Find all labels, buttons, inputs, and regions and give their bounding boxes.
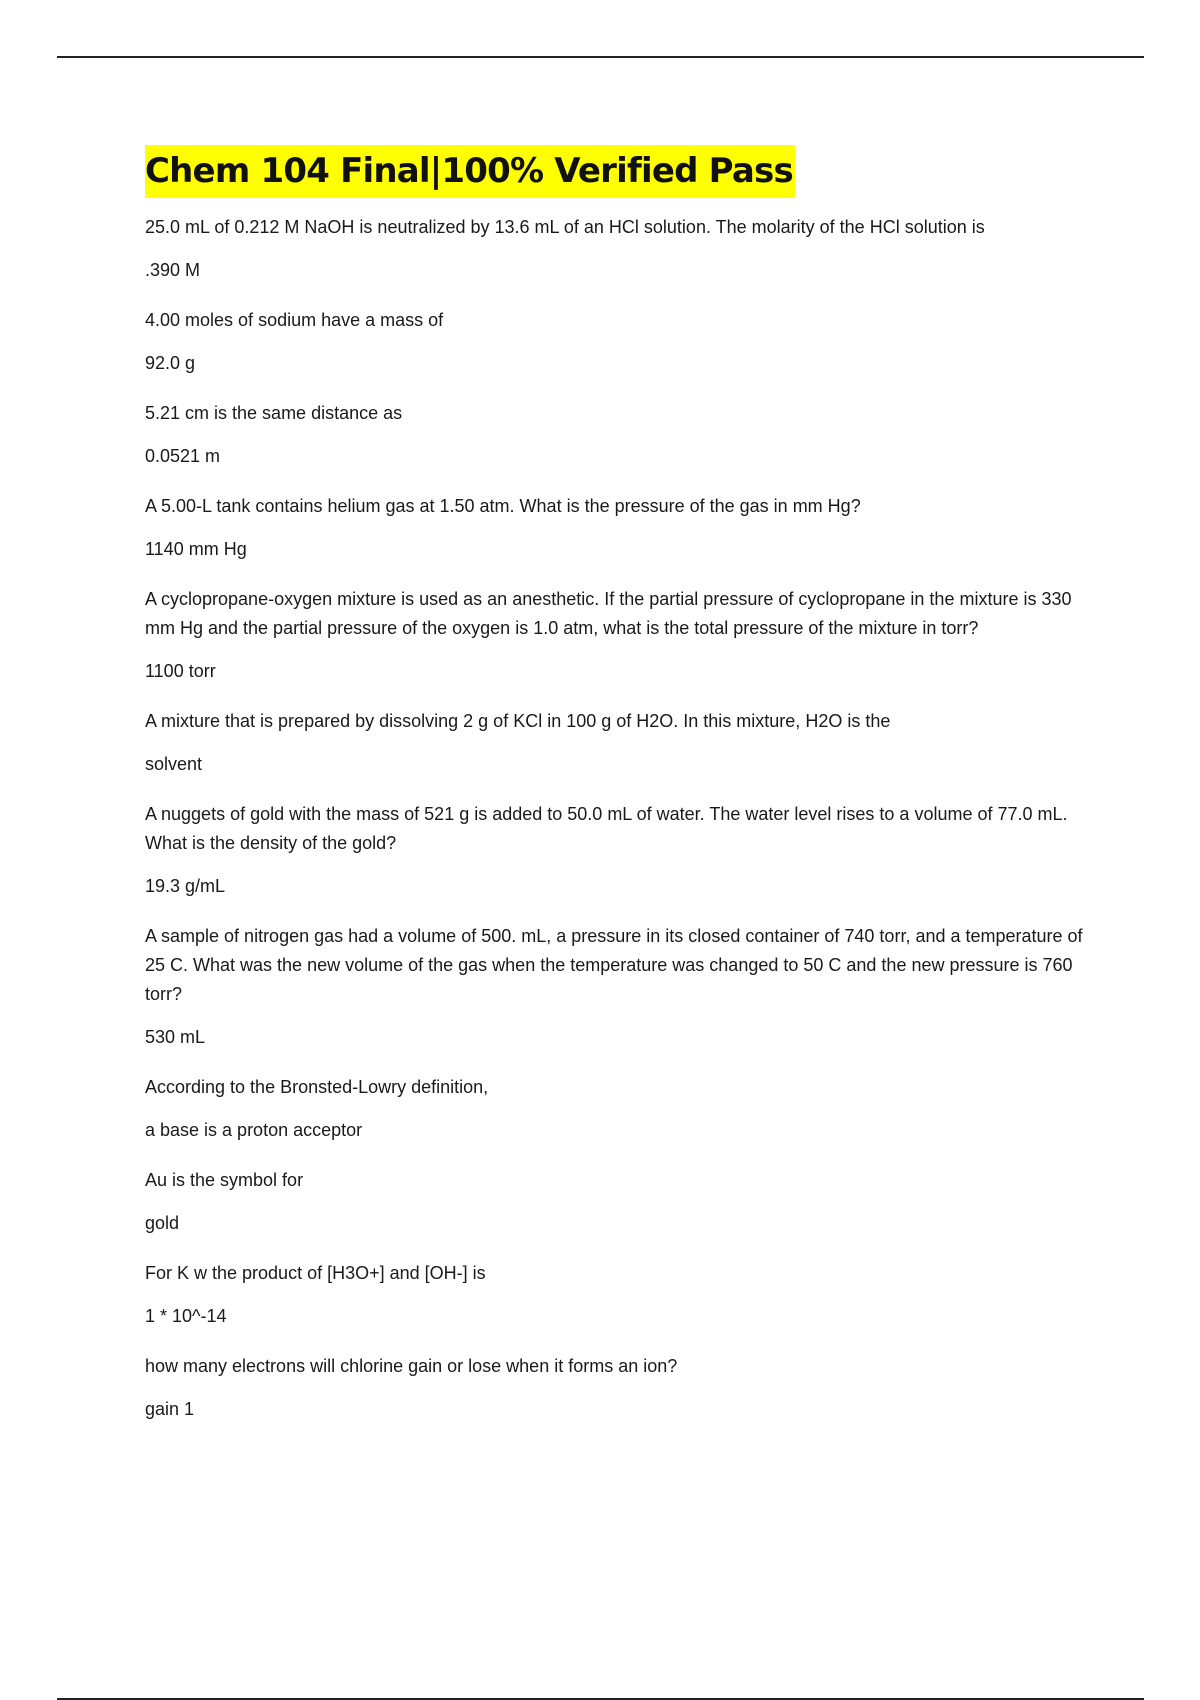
answer: 92.0 g (145, 353, 196, 373)
question: 4.00 moles of sodium have a mass of (145, 310, 444, 330)
answer: solvent (145, 754, 203, 774)
answer: 1100 torr (145, 661, 216, 681)
question: For K w the product of [H3O+] and [OH-] is (145, 1263, 486, 1283)
qa-item (145, 793, 1090, 901)
header-rule (57, 56, 1144, 58)
answer: gain 1 (145, 1399, 195, 1419)
answer: 1 * 10^-14 (145, 1306, 227, 1326)
qa-item (145, 700, 1090, 779)
question: A nuggets of gold with the mass of 521 g is added to 50.0 mL of water. The water level rises to a volume of 77.0 mL. What is the density of the gold? (145, 804, 1068, 853)
question: Au is the symbol for (145, 1170, 304, 1190)
answer: 0.0521 m (145, 446, 221, 466)
question: 5.21 cm is the same distance as (145, 403, 403, 423)
question: 25.0 mL of 0.212 M NaOH is neutralized by 13.6 mL of an HCl solution. The molarity of the HCl solution is (145, 217, 985, 237)
qa-item (145, 578, 1090, 686)
question: A mixture that is prepared by dissolving 2 g of KCl in 100 g of H2O. In this mixture, H2O is the (145, 711, 891, 731)
answer: 1140 mm Hg (145, 539, 247, 559)
qa-item (145, 299, 1090, 378)
question: A 5.00-L tank contains helium gas at 1.50 atm. What is the pressure of the gas in mm Hg? (145, 496, 861, 516)
qa-item (145, 206, 1090, 285)
qa-item (145, 1252, 1090, 1331)
answer: 19.3 g/mL (145, 876, 226, 896)
qa-item (145, 392, 1090, 471)
question: A cyclopropane-oxygen mixture is used as an anesthetic. If the partial pressure of cyclopropane in the mixture is 330 mm Hg and the partial pressure of the oxygen is 1.0 atm, what is the total pressure of the mixture in torr? (145, 589, 1072, 638)
answer: gold (145, 1213, 180, 1233)
answer: 530 mL (145, 1027, 206, 1047)
qa-item (145, 915, 1090, 1052)
qa-item (145, 1345, 1090, 1424)
answer: a base is a proton acceptor (145, 1120, 363, 1140)
question: According to the Bronsted-Lowry definition, (145, 1077, 489, 1097)
qa-item (145, 1066, 1090, 1145)
question: how many electrons will chlorine gain or lose when it forms an ion? (145, 1356, 678, 1376)
answer: .390 M (145, 260, 201, 280)
question: A sample of nitrogen gas had a volume of 500. mL, a pressure in its closed container of 740 torr, and a temperature of 25 C. What was the new volume of the gas when the temperature was changed to 50 C and the new pressure is 760 torr? (145, 926, 1083, 1004)
document-title: Chem 104 Final|100% Verified Pass (145, 145, 795, 198)
qa-item (145, 1159, 1090, 1238)
document-body (145, 145, 1090, 1438)
qa-item (145, 485, 1090, 564)
